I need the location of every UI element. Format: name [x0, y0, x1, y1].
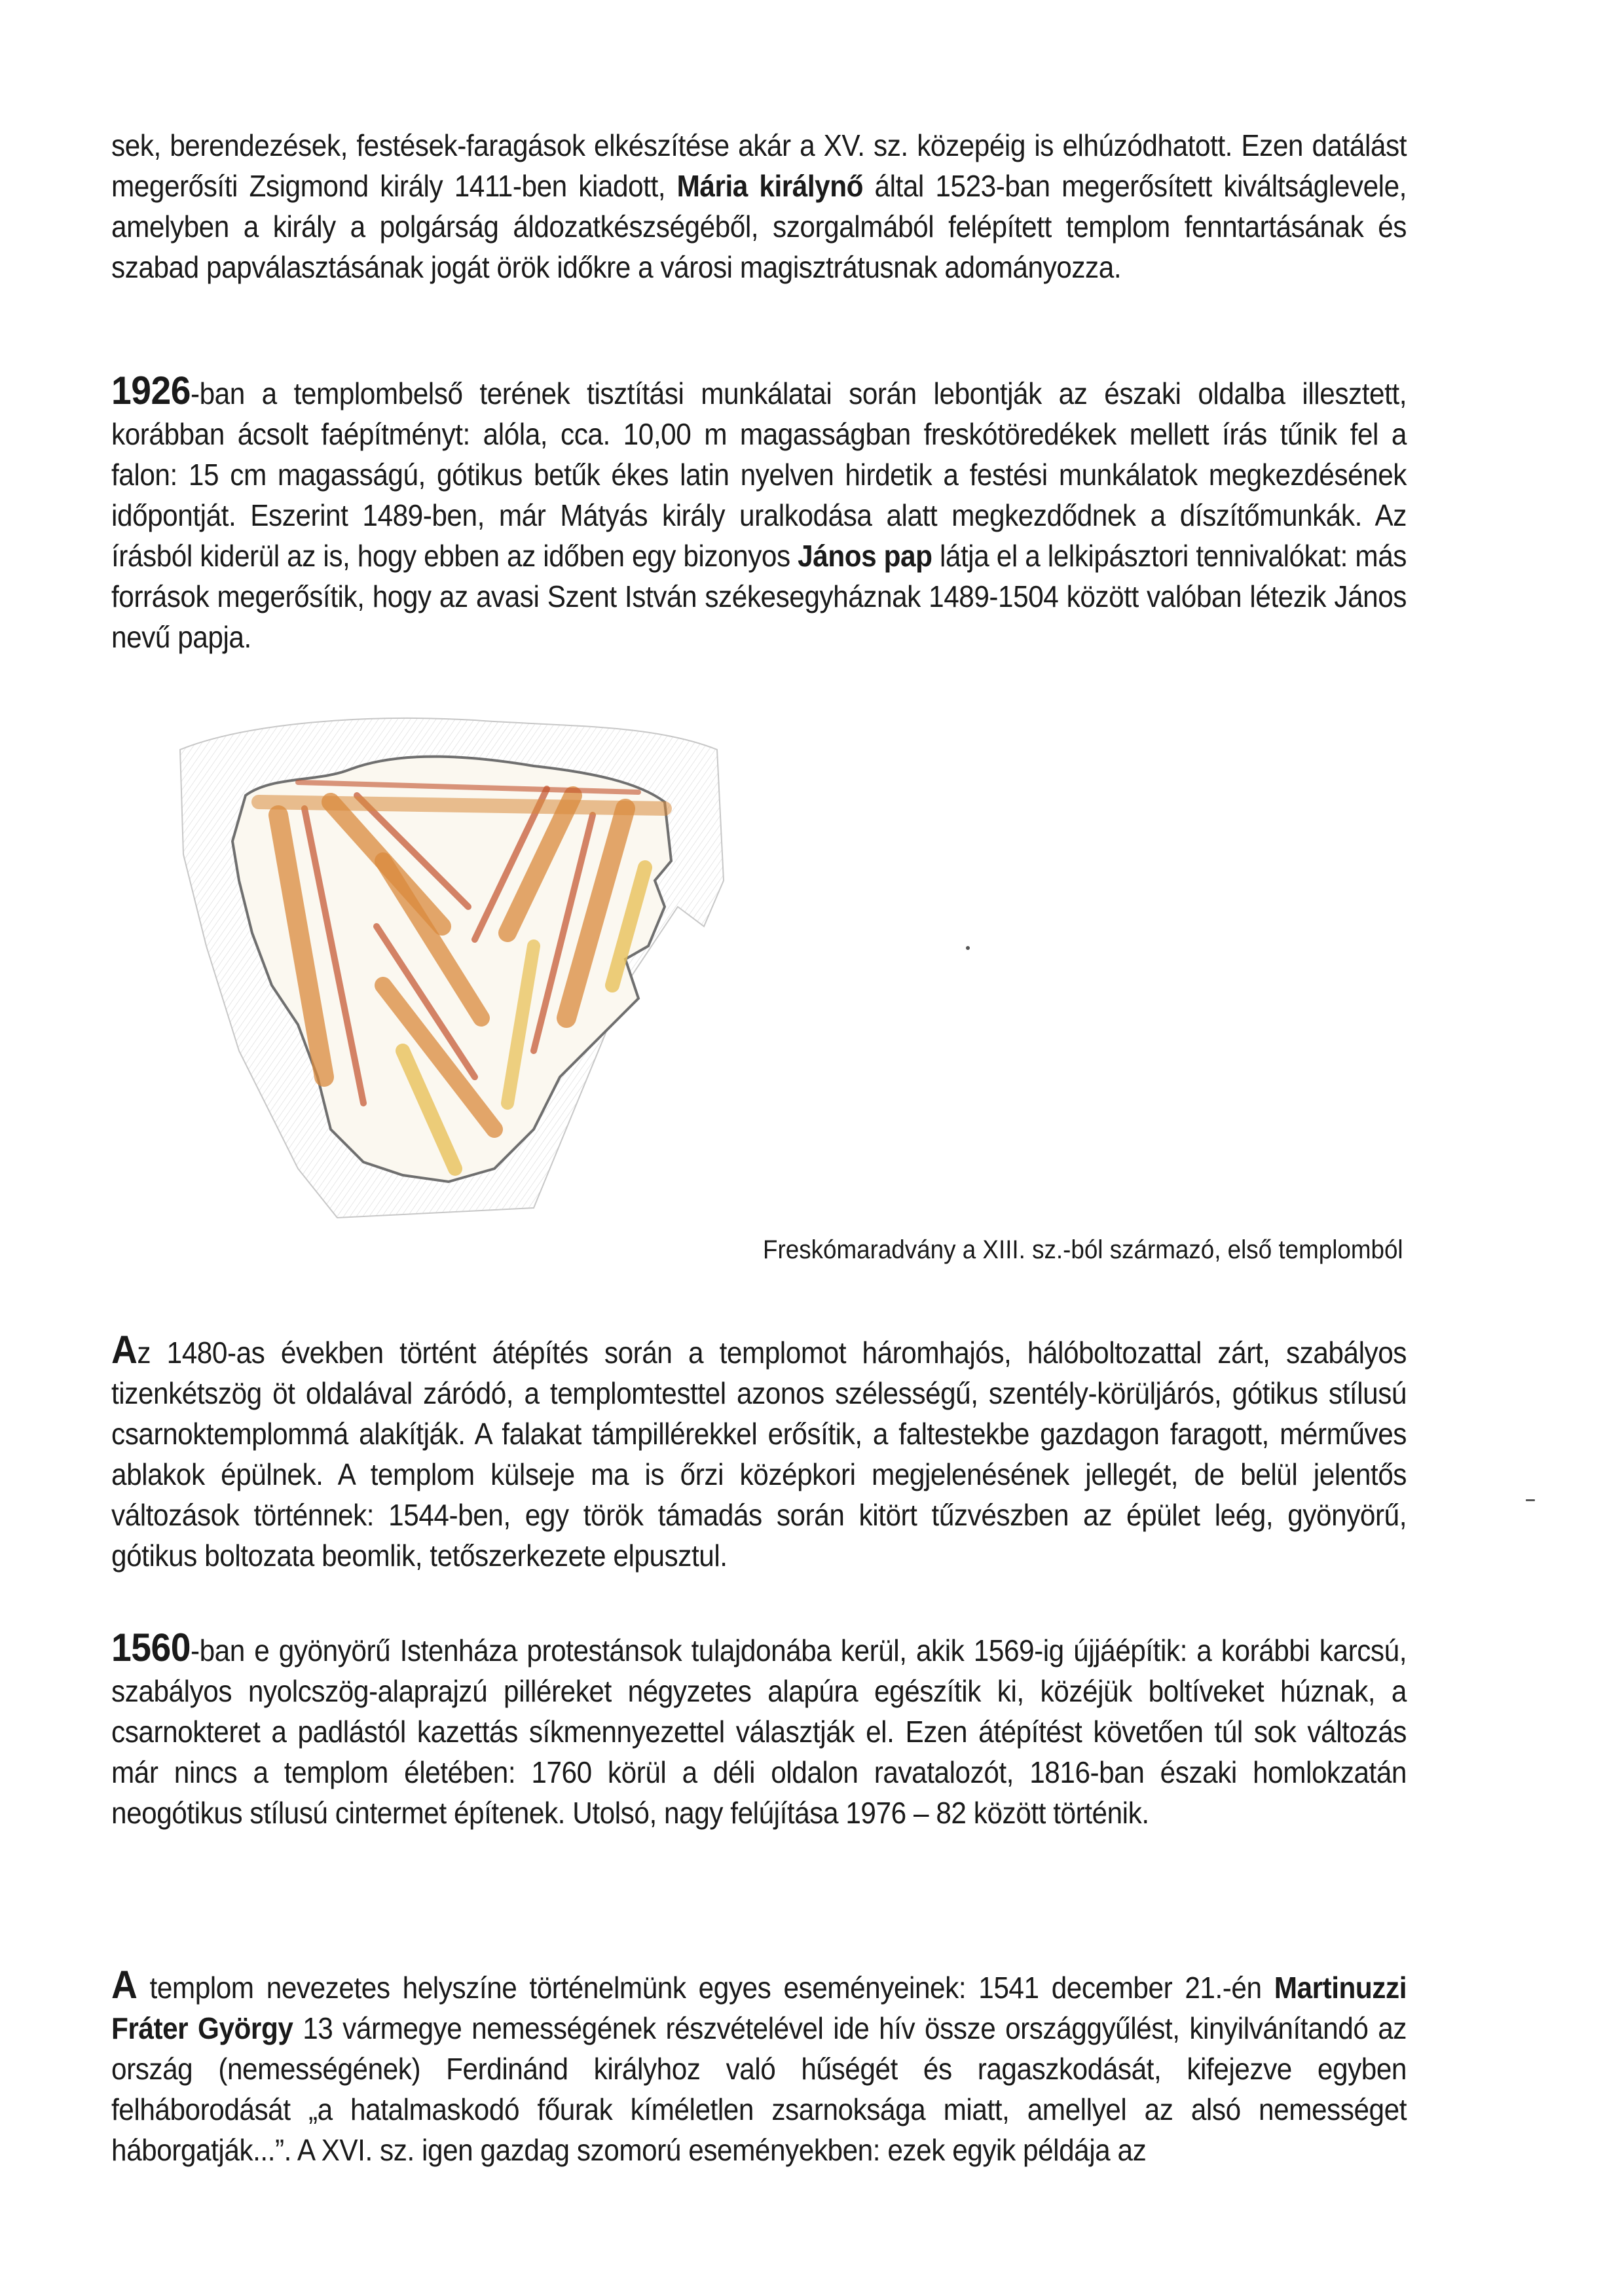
figure-caption: Freskómaradvány a XIII. sz.-ból származó, első templomból [763, 1235, 1403, 1264]
paragraph-2 [111, 371, 1407, 657]
fresco-drawing [167, 710, 730, 1221]
paragraph-4-lead-year: 1560 [111, 1626, 191, 1669]
paragraph-4-text: -ban e gyönyörű Istenháza protestánsok tulajdonába kerül, akik 1569-ig újjáépítik: a korábbi karcsú, szabályos nyolcszög-alaprajzú pilléreket négyzetes alapúra egészítik ki, közéjük boltíveket húznak, a csarnokteret a padlástól kazettás síkmennyezettel választják el. Ezen átépítést követően túl sok változás már nincs a templom életében: 1760 körül a déli oldalon ravatalozót, 1816-ban északi homlokzatán neogótikus stílusú cintermet építenek. Utolsó, nagy felújítása 1976 – 82 között történik. [111, 1633, 1407, 1830]
paragraph-1-text-a: sek, berendezések, festések-faragások elkészítése akár a XV. sz. közepéig is elhúzódhatott. Ezen datálást megerősíti Zsigmond király 1411-ben kiadott, [111, 128, 1407, 203]
paragraph-2-lead-year: 1926 [111, 369, 191, 412]
paragraph-3-text: z 1480-as években történt átépítés során a templomot háromhajós, hálóboltozattal zárt, szabályos tizenkétszög öt oldalával záródó, a templomtesttel azonos szélességű, szentély-körüljárós, gótikus stílusú csarnoktemplommá alakítják. A falakat támpillérekkel erősítik, a faltestekbe gazdagon faragott, mérműves ablakok épülnek. A templom külseje ma is őrzi középkori megjelenésének jellegét, de belül jelentős változások történnek: 1544-ben, egy török támadás során kitört tűzvészben az épület leég, gyönyörű, gótikus boltozata beomlik, tetőszerkezete elpusztul. [111, 1336, 1407, 1573]
fresco-fragment-illustration [167, 710, 730, 1221]
paragraph-5-text-b: 13 vármegye nemességének részvételével ide hív össze országgyűlést, kinyilvánítandó az ország (nemességének) Ferdinánd királyhoz való hűségét és ragaszkodását, kifejezve egyben felháborodását „a hatalmaskodó főurak kíméletlen zsarnoksága miatt, amellyel az alsó nemességet háborgatják...”. A XVI. sz. igen gazdag szomorú eseményekben: ezek egyik példája az [111, 2011, 1407, 2167]
paragraph-1 [111, 125, 1407, 287]
paragraph-5-drop-letter: A [111, 1963, 138, 2007]
bold-name-maria-kiralyno: Mária királynő [676, 169, 864, 203]
paragraph-5-text-a: templom nevezetes helyszíne történelmünk egyes eseményeinek: 1541 december 21.-én [137, 1971, 1274, 2005]
paragraph-1-text-b: által 1523-ban megerősített kiváltságlevele, amelyben a király a polgárság áldozatkészségéből, szorgalmából felépített templom fenntartásának és szabad papválasztásának jogát örök időkre a városi magisztrátusnak adományozza. [111, 169, 1407, 284]
bold-name-martinuzzi: Martinuzzi Fráter György [111, 1971, 1407, 2045]
paragraph-2-text-b: látja el a lelkipásztori tennivalókat: más források megerősítik, hogy az avasi Szent István székesegyháznak 1489-1504 között valóban létezik János nevű papja. [111, 539, 1407, 654]
scan-speck [966, 946, 970, 950]
paragraph-3-drop-letter: A [111, 1328, 138, 1372]
scan-mark [1526, 1499, 1535, 1501]
paragraph-3 [111, 1330, 1407, 1576]
paragraph-4 [111, 1628, 1407, 1833]
bold-name-janos-pap: János pap [798, 539, 932, 573]
paragraph-5 [111, 1965, 1407, 2170]
paragraph-2-text-a: -ban a templombelső terének tisztítási munkálatai során lebontják az északi oldalba illesztett, korábban ácsolt faépítményt: alóla, cca. 10,00 m magasságban freskótöredékek mellett írás tűnik fel a falon: 15 cm magasságú, gótikus betűk ékes latin nyelven hirdetik a festési munkálatok megkezdésének időpontját. Eszerint 1489-ben, már Mátyás király uralkodása alatt megkezdődnek a díszítőmunkák. Az írásból kiderül az is, hogy ebben az időben egy bizonyos [111, 376, 1407, 573]
